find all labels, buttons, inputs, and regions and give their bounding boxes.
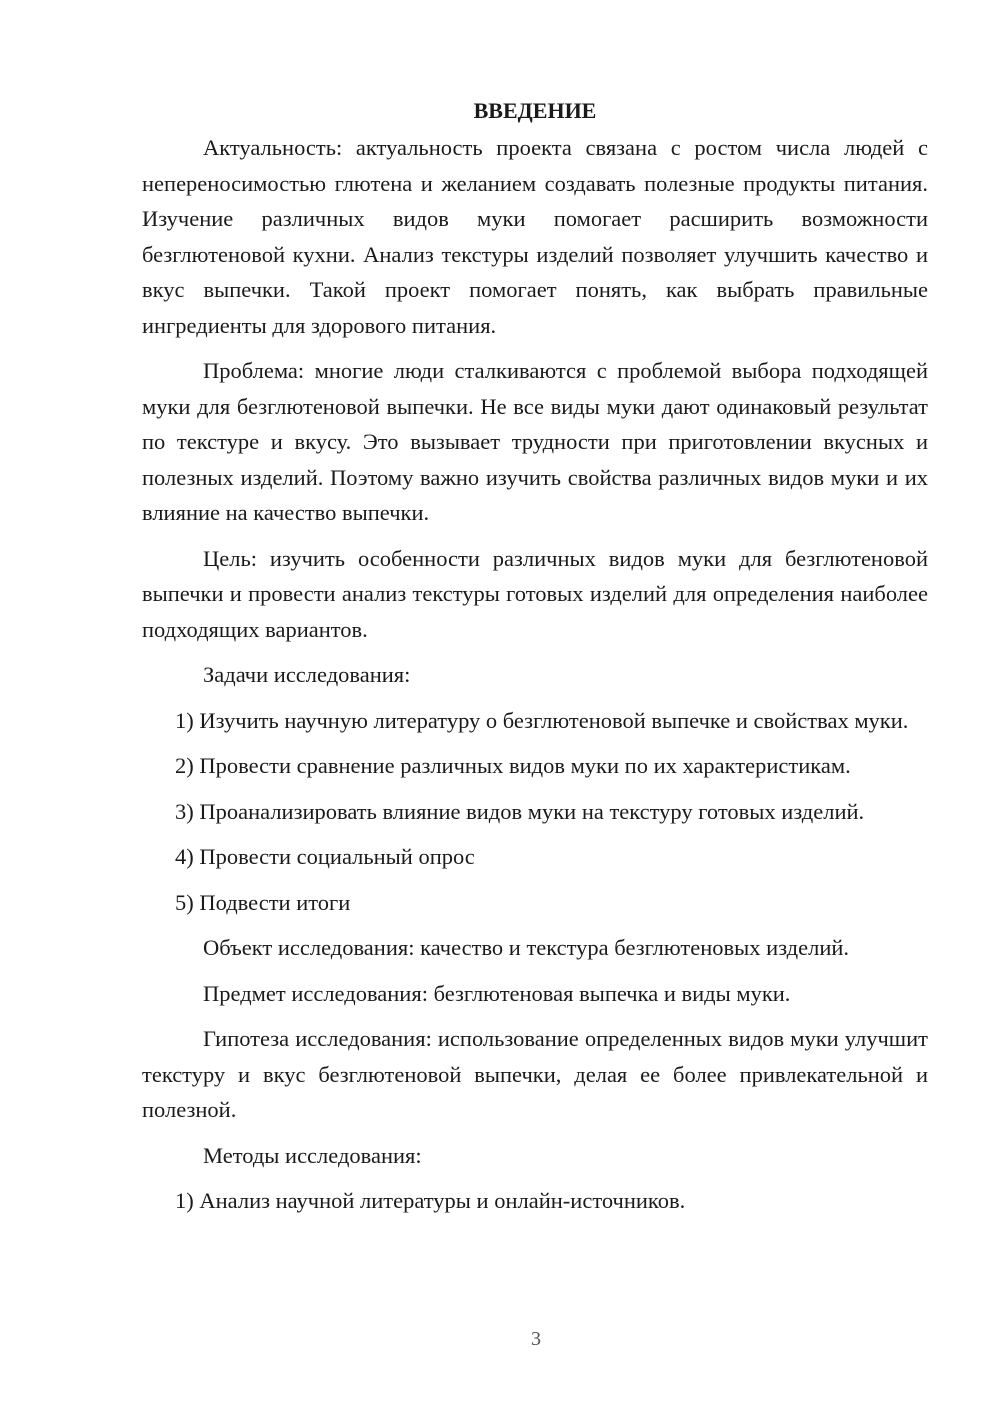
task-item-3: 3) Проанализировать влияние видов муки на текстуру готовых изделий. [175, 798, 865, 824]
task-item-1: 1) Изучить научную литературу о безглютеновой выпечке и свойствах муки. [175, 707, 909, 733]
task-item-5: 5) Подвести итоги [175, 889, 351, 915]
task-item-2: 2) Провести сравнение различных видов муки по их характеристикам. [175, 753, 851, 778]
methods-label: Методы исследования: [203, 1142, 422, 1168]
section-heading: ВВЕДЕНИЕ [473, 98, 597, 123]
subject-paragraph: Предмет исследования: безглютеновая выпечка и виды муки. [203, 980, 791, 1006]
relevance-paragraph: Актуальность: актуальность проекта связана с ростом числа людей с непереносимостью глютена и желанием создавать полезные продукты питания. Изучение различных видов муки помогает расширить возможности безглютеновой кухни. Анализ текстуры изделий позволяет улучшить качество и вкус выпечки. Такой проект помогает понять, как выбрать правильные ингредиенты для здорового питания. [142, 135, 928, 338]
hypothesis-paragraph: Гипотеза исследования: использование определенных видов муки улучшит текстуру и вкус безглютеновой выпечки, делая ее более привлекательной и полезной. [142, 1026, 928, 1122]
method-item-1: 1) Анализ научной литературы и онлайн-источников. [175, 1188, 686, 1213]
goal-paragraph: Цель: изучить особенности различных видов муки для безглютеновой выпечки и провести анализ текстуры готовых изделий для определения наиболее подходящих вариантов. [142, 545, 928, 642]
task-item-4: 4) Провести социальный опрос [175, 844, 475, 869]
page-number: 3 [531, 1328, 541, 1350]
page-content [142, 96, 928, 1229]
problem-paragraph: Проблема: многие люди сталкиваются с проблемой выбора подходящей муки для безглютеновой выпечки. Не все виды муки дают одинаковый результат по текстуре и вкусу. Это вызывает трудности при приготовлении вкусных и полезных изделий. Поэтому важно изучить свойства различных видов муки и их влияние на качество выпечки. [142, 358, 928, 525]
tasks-label: Задачи исследования: [203, 662, 411, 687]
object-paragraph: Объект исследования: качество и текстура безглютеновых изделий. [203, 935, 850, 960]
